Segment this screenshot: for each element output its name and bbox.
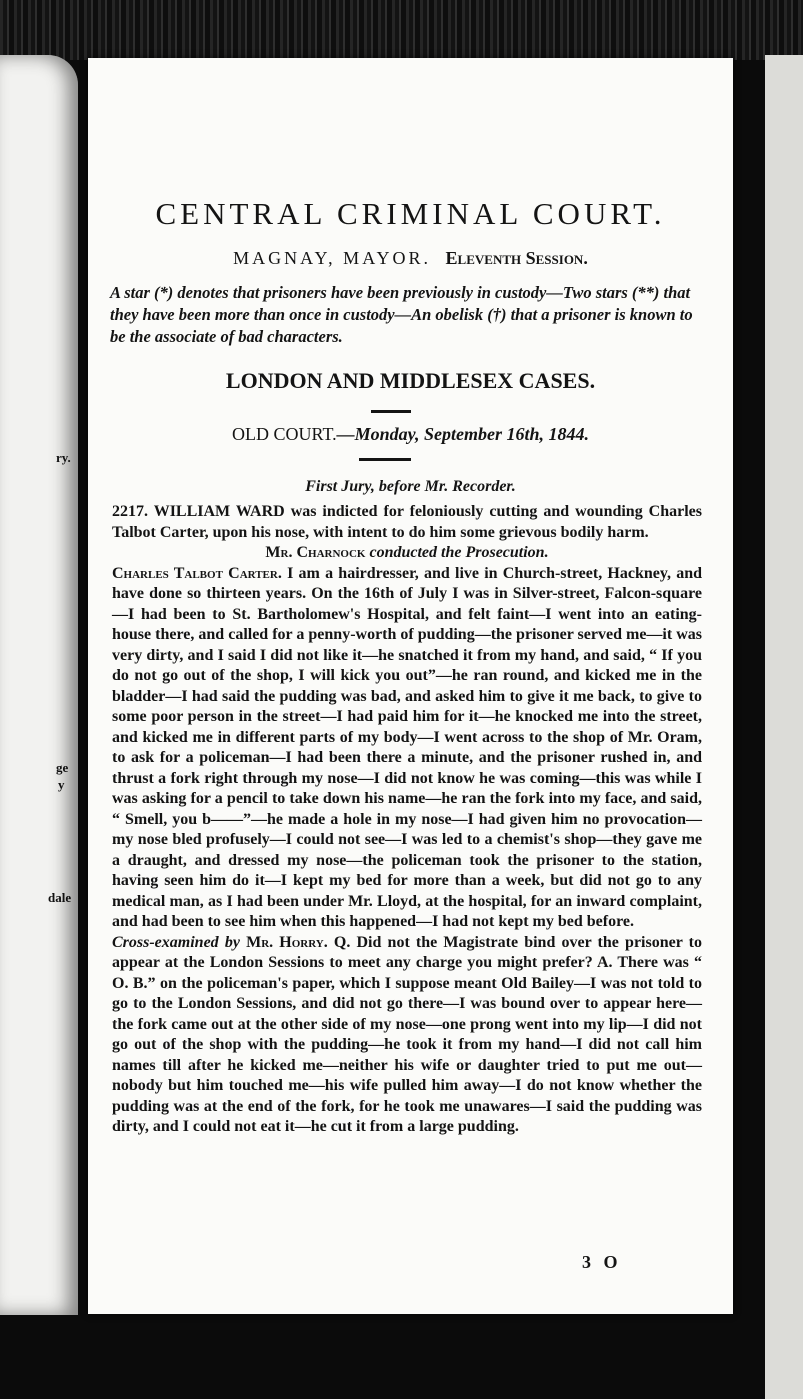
prosecution-line (112, 543, 702, 564)
defendant-name: WILLIAM WARD (153, 503, 285, 520)
left-page-fragment: ge (56, 760, 69, 775)
mayor-name: MAGNAY, MAYOR. (233, 248, 432, 268)
testimony-text: I am a hairdresser, and live in Church-street, Hackney, and have done so thirteen years. On the 16th of July I was in Silver-street, Falcon-square—I had been to St. Bartholomew's Hospital, and felt faint—I went into an eating-house there, and called for a penny-worth of pudding—the prisoner served me—it was very dirty, and I said I did not like it—he snatched it from my hand, and said, “ If you do not go out of the shop, I will kick you out”—he ran round, and kicked me in the bladder—I had said the pudding was bad, and asked him to give it me back, to give to some poor person in the street—I had paid him for it—he knocked me into the street, and kicked me in different parts of my body—I went across to the shop of Mr. Oram, to ask for a policeman—I had been there a minute, and the prisoner rushed in, and thrust a fork right through my nose—I did not know he was coming—this was while I was asking for a pencil to take down his name—he ran the fork into my face, and said, “ Smell, you b——”—he made a hole in my nose—I had given him no provocation—my nose bled profusely—I could not see—I was led to a chemist's shop—they gave me a draught, and dressed my nose—the policeman took the prisoner to the station, having seen him do it—I kept my bed for more than a week, but did not go to any medical man, as I had been under Mr. Lloyd, at the hospital, for an inward complaint, and had been to see him when this happened—I had not kept my bed before. (112, 564, 703, 930)
testimony-paragraph (112, 564, 702, 933)
document-page (88, 58, 733, 1314)
session-label: Eleventh Session. (445, 248, 588, 268)
section-rule (371, 410, 411, 413)
case-body (112, 500, 702, 1138)
court-title: CENTRAL CRIMINAL COURT. (155, 196, 666, 231)
left-page-fragment: ry. (56, 450, 71, 465)
case-number: 2217. (112, 503, 148, 520)
cross-examination-paragraph (112, 933, 702, 1138)
indictment-paragraph (112, 502, 702, 543)
custody-legend-note: A star (*) denotes that prisoners have been previously in custody—Two stars (**) that they have been more than once in custody—An obelisk (†) that a prisoner is known to be the associate of bad characters. (110, 283, 693, 346)
cross-text: Q. Did not the Magistrate bind over the prisoner to appear at the London Sessions to meet any charge you might prefer? A. There was “ O. B.” on the policeman's paper, which I suppose meant Old Bailey—I was not told to go to the London Sessions, and did not go there—I was bound over to appear here—the fork came out at the other side of my nose—one prong went into my lip—I did not go out of the shop with the pudding—he took it from my hand—I did not call him names till after he kicked me—neither his wife or daughter tried to put me out—nobody but him touched me—his wife pulled him away—I do not know whether the pudding was at the end of the fork, for he took me unawares—I said the pudding was dirty, and I could not eat it—he cut it from a large pudding. (112, 933, 703, 1135)
cross-counsel: Mr. Horry. (246, 933, 328, 951)
mayor-line (88, 248, 733, 269)
left-facing-page (0, 55, 78, 1315)
page-signature: 3 O (582, 1252, 622, 1272)
prosecution-counsel: Mr. Charnock (265, 544, 366, 561)
next-page-edge (765, 55, 803, 1399)
left-page-fragment: y (58, 777, 65, 792)
top-edge-grain (0, 0, 803, 60)
left-page-fragment: dale (48, 890, 72, 905)
cross-label: Cross-examined by (112, 933, 240, 951)
witness-name: Charles Talbot Carter. (112, 564, 282, 582)
court-rule (359, 458, 411, 461)
indictment-text: was indicted for feloniously cutting and wounding Charles Talbot Carter, upon his nose, with intent to do him some grievous bodily harm. (112, 503, 703, 541)
prosecution-text: conducted the Prosecution. (369, 544, 549, 561)
court-name: OLD COURT. (232, 424, 337, 444)
court-date-line (88, 424, 733, 445)
jury-line: First Jury, before Mr. Recorder. (305, 478, 516, 495)
section-title: LONDON AND MIDDLESEX CASES. (225, 368, 596, 393)
court-date: —Monday, September 16th, 1844. (336, 424, 589, 444)
